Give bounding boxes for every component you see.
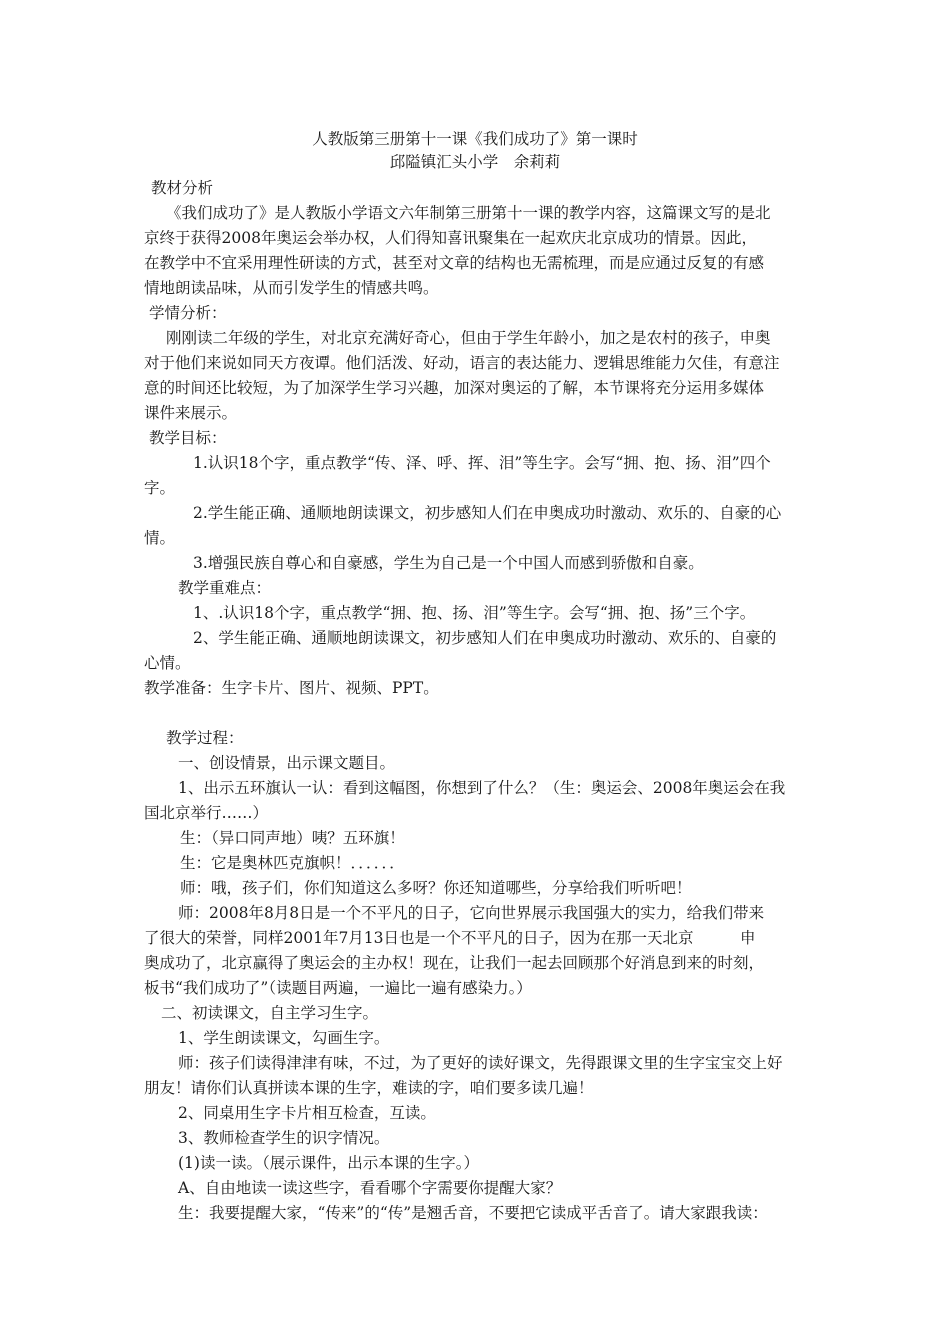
- paragraph-line: A、自由地读一读这些字，看看哪个字需要你提醒大家？: [178, 1179, 562, 1197]
- paragraph-line: 对于他们来说如同天方夜谭。他们活泼、好动，语言的表达能力、逻辑思维能力欠佳，有意注: [144, 354, 780, 372]
- list-item-continuation: 字。: [144, 479, 176, 497]
- dialogue-line: 生：（异口同声地）咦？五环旗！: [180, 829, 405, 847]
- paragraph-line: 奥成功了，北京赢得了奥运会的主办权！现在，让我们一起去回顾那个好消息到来的时刻，: [144, 954, 765, 972]
- paragraph-line: 1、出示五环旗认一认：看到这幅图，你想到了什么？（生：奥运会、2008年奥运会在我: [178, 779, 786, 797]
- document-author: 邱隘镇汇头小学 余莉莉: [389, 153, 561, 171]
- paragraph-line: 国北京举行……）: [144, 804, 269, 822]
- list-item-continuation: 情。: [144, 529, 176, 547]
- paragraph-line: 板书“我们成功了”（读题目两遍，一遍比一遍有感染力。）: [144, 979, 532, 997]
- dialogue-line: 师：孩子们读得津津有味，不过，为了更好的读好课文，先得跟课文里的生字宝宝交上好: [178, 1054, 783, 1072]
- list-item: 2、学生能正确、通顺地朗读课文，初步感知人们在申奥成功时激动、欢乐的、自豪的: [193, 629, 777, 647]
- paragraph-line: 在教学中不宜采用理性研读的方式，甚至对文章的结构也无需梳理，而是应通过反复的有感: [144, 254, 765, 272]
- subsection-heading: 一、创设情景，出示课文题目。: [178, 754, 396, 772]
- dialogue-line: 师：2008年8月8日是一个不平凡的日子，它向世界展示我国强大的实力，给我们带来: [178, 904, 765, 922]
- paragraph-line: 情地朗读品味，从而引发学生的情感共鸣。: [144, 279, 439, 297]
- list-item-continuation: 心情。: [144, 654, 191, 672]
- dialogue-line: 师：哦，孩子们，你们知道这么多呀？你还知道哪些，分享给我们听听吧！: [180, 879, 692, 897]
- paragraph-line: 朋友！请你们认真拼读本课的生字，难读的字，咱们要多读几遍！: [144, 1079, 594, 1097]
- section-heading: 教材分析: [151, 179, 214, 197]
- paragraph-line: (1)读一读。（展示课件，出示本课的生字。）: [178, 1154, 479, 1172]
- dialogue-line: 生：它是奥林匹克旗帜！．．．．．．: [180, 854, 405, 872]
- paragraph-line: 刚刚读二年级的学生，对北京充满好奇心，但由于学生年龄小，加之是农村的孩子，申奥: [166, 329, 771, 347]
- section-heading: 教学准备：生字卡片、图片、视频、PPT。: [144, 679, 439, 697]
- paragraph-line: 课件来展示。: [144, 404, 238, 422]
- section-heading: 学情分析：: [149, 304, 227, 322]
- document-title: 人教版第三册第十一课《我们成功了》第一课时: [312, 130, 638, 148]
- list-item: 1.认识18个字，重点教学“传、泽、呼、挥、泪”等生字。会写“拥、抱、扬、泪”四个: [193, 454, 771, 472]
- list-item: 3.增强民族自尊心和自豪感，学生为自己是一个中国人而感到骄傲和自豪。: [193, 554, 704, 572]
- section-heading: 教学目标：: [149, 429, 227, 447]
- paragraph-line: 了很大的荣誉，同样2001年7月13日也是一个不平凡的日子，因为在那一天北京 申: [144, 929, 756, 947]
- section-heading: 教学过程：: [166, 729, 244, 747]
- list-item: 2.学生能正确、通顺地朗读课文，初步感知人们在申奥成功时激动、欢乐的、自豪的心: [193, 504, 782, 522]
- paragraph-line: 1、学生朗读课文，勾画生字。: [178, 1029, 390, 1047]
- list-item: 1、.认识18个字，重点教学“拥、抱、扬、泪”等生字。会写“拥、抱、扬”三个字。: [193, 604, 756, 622]
- paragraph-line: 2、同桌用生字卡片相互检查，互读。: [178, 1104, 436, 1122]
- paragraph-line: 3、教师检查学生的识字情况。: [178, 1129, 390, 1147]
- section-heading: 教学重难点：: [178, 579, 272, 597]
- paragraph-line: 意的时间还比较短，为了加深学生学习兴趣，加深对奥运的了解，本节课将充分运用多媒体: [144, 379, 765, 397]
- subsection-heading: 二、初读课文，自主学习生字。: [161, 1004, 379, 1022]
- paragraph-line: 京终于获得2008年奥运会举办权，人们得知喜讯聚集在一起欢庆北京成功的情景。因此，: [144, 229, 757, 247]
- dialogue-line: 生：我要提醒大家，“传来”的“传”是翘舌音，不要把它读成平舌音了。请大家跟我读：: [178, 1204, 768, 1222]
- paragraph-line: 《我们成功了》是人教版小学语文六年制第三册第十一课的教学内容，这篇课文写的是北: [166, 204, 771, 222]
